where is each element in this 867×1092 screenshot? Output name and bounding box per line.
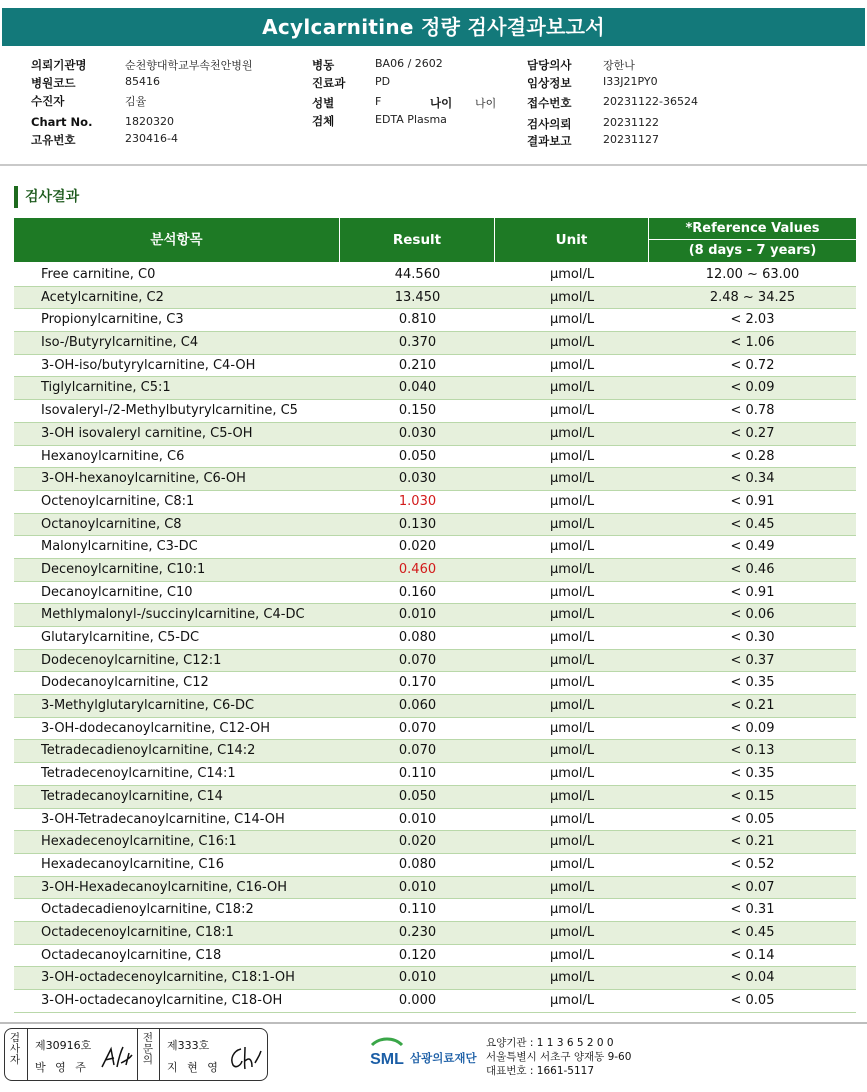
- table-row: [14, 332, 856, 355]
- unit-value: μmol/L: [549, 357, 595, 373]
- table-row: [14, 809, 856, 832]
- result-value: 0.810: [398, 312, 437, 328]
- analyte-name: Dodecenoylcarnitine, C12:1: [41, 652, 222, 668]
- analyte-name: Octadecadienoylcarnitine, C18:2: [41, 902, 254, 918]
- confirmer-label-char: 전: [142, 1032, 154, 1044]
- reference-value: < 1.06: [730, 335, 775, 351]
- unit-value: μmol/L: [549, 856, 595, 872]
- result-value: 0.210: [398, 357, 437, 373]
- reference-value: < 0.34: [730, 471, 775, 487]
- table-row: [14, 355, 856, 378]
- reference-value: < 0.09: [730, 720, 775, 736]
- reference-value: < 0.21: [730, 698, 775, 714]
- analyte-name: Glutarylcarnitine, C5-DC: [41, 630, 200, 645]
- analyte-name: Methlymalonyl-/succinylcarnitine, C4-DC: [41, 607, 305, 623]
- info-label: 임상정보: [527, 76, 572, 90]
- reference-value: < 0.31: [730, 902, 775, 918]
- analyte-name: Tiglylcarnitine, C5:1: [41, 380, 171, 396]
- reference-value: < 0.30: [730, 630, 775, 645]
- info-label: Chart No.: [31, 115, 93, 129]
- info-label: 성별: [312, 96, 335, 110]
- result-value: 0.030: [398, 471, 437, 487]
- section-title: 검사결과: [14, 186, 79, 208]
- table-row: [14, 831, 856, 854]
- unit-value: μmol/L: [549, 766, 595, 782]
- result-value: 0.010: [398, 970, 437, 986]
- info-label: 병원코드: [31, 76, 76, 90]
- unit-value: μmol/L: [549, 380, 595, 396]
- info-value: 20231122: [603, 116, 659, 129]
- result-value: 0.020: [398, 834, 437, 850]
- unit-value: μmol/L: [549, 471, 595, 487]
- examiner-label-char: 검: [9, 1032, 21, 1044]
- info-label: 접수번호: [527, 96, 572, 110]
- reference-value: < 0.05: [730, 993, 775, 1008]
- info-value: 85416: [125, 75, 160, 88]
- table-row: [14, 763, 856, 786]
- table-row: [14, 559, 856, 582]
- reference-value: < 0.35: [730, 675, 775, 691]
- result-value: 0.020: [398, 539, 437, 555]
- unit-value: μmol/L: [549, 561, 595, 577]
- reference-value: < 0.04: [730, 970, 775, 986]
- table-row: [14, 718, 856, 741]
- examiner-name: 박 영 주: [35, 1061, 89, 1074]
- info-value: 20231122-36524: [603, 95, 698, 108]
- table-row: [14, 854, 856, 877]
- table-body: [14, 264, 856, 1013]
- unit-value: μmol/L: [549, 924, 595, 940]
- info-value: 230416-4: [125, 132, 178, 145]
- table-row: [14, 264, 856, 287]
- reference-value: < 0.52: [730, 856, 775, 872]
- reference-value: < 0.46: [730, 561, 775, 577]
- table-row: [14, 377, 856, 400]
- table-row: [14, 491, 856, 514]
- contact-line: 대표번호 : 1661-5117: [486, 1065, 595, 1077]
- reference-value: 12.00 ~ 63.00: [705, 267, 800, 282]
- result-value: 0.130: [398, 516, 437, 532]
- result-value: 0.080: [398, 856, 437, 872]
- divider: [0, 164, 867, 166]
- unit-value: μmol/L: [549, 539, 595, 555]
- table-header: [14, 218, 856, 262]
- patient-info: [0, 54, 867, 166]
- info-label: 고유번호: [31, 133, 76, 147]
- contact-line: 요양기관 : 1 1 3 6 5 2 0 0: [486, 1037, 614, 1049]
- table-row: [14, 922, 856, 945]
- confirmer-label-char: 의: [142, 1054, 154, 1066]
- info-label: 검체: [312, 114, 335, 128]
- unit-value: μmol/L: [549, 947, 595, 963]
- confirmer-label-char: 문: [142, 1043, 154, 1055]
- table-row: [14, 786, 856, 809]
- result-value: 0.060: [398, 698, 437, 714]
- unit-value: μmol/L: [549, 720, 595, 736]
- unit-value: μmol/L: [549, 879, 595, 895]
- analyte-name: Decanoylcarnitine, C10: [41, 584, 193, 600]
- info-label: 결과보고: [527, 134, 572, 148]
- result-value: 0.170: [398, 675, 437, 691]
- header-reference: [649, 218, 856, 262]
- table-row: [14, 287, 856, 310]
- unit-value: μmol/L: [549, 425, 595, 441]
- result-value: 0.070: [398, 743, 437, 759]
- divider: [0, 1022, 867, 1024]
- reference-value: < 0.09: [730, 380, 775, 396]
- result-value: 0.460: [398, 561, 437, 577]
- header-unit: Unit: [495, 218, 649, 262]
- table-row: [14, 468, 856, 491]
- unit-value: μmol/L: [549, 335, 595, 351]
- contact-block: [486, 1036, 631, 1078]
- info-value: 순천향대학교부속천안병원: [125, 59, 253, 72]
- header-reference-title: *Reference Values: [649, 218, 856, 240]
- unit-value: μmol/L: [549, 970, 595, 986]
- result-value: 0.160: [398, 584, 437, 600]
- examiner-label-char: 사: [9, 1043, 21, 1055]
- unit-value: μmol/L: [549, 675, 595, 691]
- info-label: 수진자: [31, 94, 65, 108]
- report-title: Acylcarnitine 정량 검사결과보고서: [2, 8, 865, 46]
- analyte-name: 3-Methylglutarylcarnitine, C6-DC: [41, 698, 255, 714]
- analyte-name: 3-OH-Hexadecanoylcarnitine, C16-OH: [41, 879, 288, 895]
- divider: [27, 1029, 28, 1080]
- reference-value: < 0.45: [730, 516, 775, 532]
- sml-logo: [366, 1035, 408, 1073]
- reference-value: < 0.21: [730, 834, 775, 850]
- info-label: 병동: [312, 58, 335, 72]
- info-value: 김율: [125, 95, 147, 108]
- result-value: 1.030: [398, 493, 437, 509]
- result-value: 44.560: [394, 267, 441, 282]
- header-result: Result: [340, 218, 495, 262]
- table-row: [14, 446, 856, 469]
- result-value: 0.230: [398, 924, 437, 940]
- svg-text:SML: SML: [370, 1051, 404, 1068]
- unit-value: μmol/L: [549, 834, 595, 850]
- reference-value: < 0.37: [730, 652, 775, 668]
- table-row: [14, 990, 856, 1013]
- result-value: 0.150: [398, 403, 437, 419]
- reference-value: < 0.35: [730, 766, 775, 782]
- table-row: [14, 695, 856, 718]
- unit-value: μmol/L: [549, 493, 595, 509]
- reference-value: < 0.13: [730, 743, 775, 759]
- unit-value: μmol/L: [549, 584, 595, 600]
- table-row: [14, 582, 856, 605]
- reference-value: < 0.05: [730, 811, 775, 827]
- reference-value: < 2.03: [730, 312, 775, 328]
- result-value: 0.010: [398, 879, 437, 895]
- analyte-name: 3-OH-octadecenoylcarnitine, C18:1-OH: [41, 970, 295, 986]
- analyte-name: Hexanoylcarnitine, C6: [41, 448, 185, 464]
- unit-value: μmol/L: [549, 788, 595, 804]
- table-row: [14, 945, 856, 968]
- analyte-name: Hexadecanoylcarnitine, C16: [41, 856, 224, 872]
- analyte-name: Decenoylcarnitine, C10:1: [41, 561, 206, 577]
- result-value: 0.070: [398, 652, 437, 668]
- examiner-signature: [99, 1043, 135, 1073]
- analyte-name: Octadecanoylcarnitine, C18: [41, 947, 222, 963]
- result-value: 0.040: [398, 380, 437, 396]
- info-value: BA06 / 2602: [375, 57, 443, 70]
- analyte-name: Isovaleryl-/2-Methylbutyrylcarnitine, C5: [41, 403, 298, 419]
- unit-value: μmol/L: [549, 902, 595, 918]
- unit-value: μmol/L: [549, 403, 595, 419]
- reference-value: < 0.07: [730, 879, 775, 895]
- confirmer-signature: [227, 1043, 263, 1073]
- info-value: 20231127: [603, 133, 659, 146]
- results-table: [14, 218, 856, 1013]
- info-label: 의뢰기관명: [31, 58, 87, 72]
- result-value: 0.010: [398, 607, 437, 623]
- unit-value: μmol/L: [549, 312, 595, 328]
- table-row: [14, 877, 856, 900]
- result-value: 0.030: [398, 425, 437, 441]
- reference-value: < 0.72: [730, 357, 775, 373]
- confirmer-label: [141, 1033, 155, 1066]
- info-value: F: [375, 95, 382, 108]
- table-row: [14, 627, 856, 650]
- confirmer-name: 지 현 영: [167, 1061, 221, 1074]
- result-value: 0.370: [398, 335, 437, 351]
- unit-value: μmol/L: [549, 811, 595, 827]
- analyte-name: Iso-/Butyrylcarnitine, C4: [41, 335, 199, 351]
- age-value: 나이: [475, 97, 497, 110]
- table-row: [14, 672, 856, 695]
- reference-value: 2.48 ~ 34.25: [709, 289, 796, 305]
- reference-value: < 0.06: [730, 607, 775, 623]
- unit-value: μmol/L: [549, 743, 595, 759]
- table-row: [14, 514, 856, 537]
- analyte-name: 3-OH-octadecanoylcarnitine, C18-OH: [41, 993, 283, 1008]
- table-row: [14, 650, 856, 673]
- info-value: 1820320: [125, 115, 174, 128]
- unit-value: μmol/L: [549, 289, 595, 305]
- unit-value: μmol/L: [549, 516, 595, 532]
- reference-value: < 0.28: [730, 448, 775, 464]
- reference-value: < 0.14: [730, 947, 775, 963]
- table-row: [14, 899, 856, 922]
- analyte-name: 3-OH-Tetradecanoylcarnitine, C14-OH: [41, 811, 285, 827]
- analyte-name: Hexadecenoylcarnitine, C16:1: [41, 834, 237, 850]
- contact-line: 서울특별시 서초구 양재동 9-60: [486, 1051, 632, 1063]
- confirmer-number: 제333호: [167, 1039, 210, 1052]
- analyte-name: Propionylcarnitine, C3: [41, 312, 184, 328]
- reference-value: < 0.78: [730, 403, 775, 419]
- analyte-name: 3-OH-hexanoylcarnitine, C6-OH: [41, 471, 246, 487]
- info-value: I33J21PY0: [603, 75, 658, 88]
- analyte-name: 3-OH-iso/butyrylcarnitine, C4-OH: [41, 357, 256, 373]
- analyte-name: Tetradecanoylcarnitine, C14: [41, 788, 223, 804]
- age-label: 나이: [430, 96, 453, 110]
- info-label: 담당의사: [527, 58, 572, 72]
- info-value: 장한나: [603, 59, 635, 72]
- examiner-label-char: 자: [9, 1054, 21, 1066]
- analyte-name: Malonylcarnitine, C3-DC: [41, 539, 198, 555]
- header-item: 분석항목: [14, 218, 340, 262]
- unit-value: μmol/L: [549, 267, 595, 282]
- reference-value: < 0.91: [730, 493, 775, 509]
- result-value: 0.120: [398, 947, 437, 963]
- unit-value: μmol/L: [549, 698, 595, 714]
- analyte-name: Acetylcarnitine, C2: [41, 289, 164, 305]
- info-value: PD: [375, 75, 391, 88]
- result-value: 13.450: [394, 289, 441, 305]
- examiner-number: 제30916호: [35, 1039, 92, 1052]
- analyte-name: Free carnitine, C0: [41, 267, 156, 282]
- reference-value: < 0.45: [730, 924, 775, 940]
- reference-value: < 0.15: [730, 788, 775, 804]
- analyte-name: 3-OH-dodecanoylcarnitine, C12-OH: [41, 720, 271, 736]
- table-row: [14, 309, 856, 332]
- examiner-label: [8, 1033, 22, 1066]
- analyte-name: Dodecanoylcarnitine, C12: [41, 675, 209, 691]
- reference-value: < 0.27: [730, 425, 775, 441]
- result-value: 0.000: [398, 993, 437, 1008]
- table-row: [14, 536, 856, 559]
- info-value: EDTA Plasma: [375, 113, 447, 126]
- unit-value: μmol/L: [549, 993, 595, 1008]
- unit-value: μmol/L: [549, 607, 595, 623]
- analyte-name: Octanoylcarnitine, C8: [41, 516, 182, 532]
- unit-value: μmol/L: [549, 630, 595, 645]
- analyte-name: Octenoylcarnitine, C8:1: [41, 493, 195, 509]
- info-label: 검사의뢰: [527, 117, 572, 131]
- divider: [159, 1029, 160, 1080]
- table-row: [14, 400, 856, 423]
- analyte-name: Tetradecadienoylcarnitine, C14:2: [41, 743, 256, 759]
- result-value: 0.050: [398, 788, 437, 804]
- table-row: [14, 604, 856, 627]
- result-value: 0.080: [398, 630, 437, 645]
- info-label: 진료과: [312, 76, 346, 90]
- divider: [137, 1029, 138, 1080]
- analyte-name: Octadecenoylcarnitine, C18:1: [41, 924, 234, 940]
- header-reference-range: (8 days - 7 years): [688, 243, 817, 258]
- unit-value: μmol/L: [549, 448, 595, 464]
- signature-box: [4, 1028, 268, 1081]
- table-row: [14, 740, 856, 763]
- result-value: 0.110: [398, 902, 437, 918]
- foundation-name: 삼광의료재단: [410, 1051, 477, 1065]
- result-value: 0.010: [398, 811, 437, 827]
- result-value: 0.110: [398, 766, 437, 782]
- analyte-name: 3-OH isovaleryl carnitine, C5-OH: [41, 425, 253, 441]
- table-row: [14, 967, 856, 990]
- unit-value: μmol/L: [549, 652, 595, 668]
- result-value: 0.070: [398, 720, 437, 736]
- reference-value: < 0.91: [730, 584, 775, 600]
- table-row: [14, 423, 856, 446]
- result-value: 0.050: [398, 448, 437, 464]
- reference-value: < 0.49: [730, 539, 775, 555]
- analyte-name: Tetradecenoylcarnitine, C14:1: [41, 766, 236, 782]
